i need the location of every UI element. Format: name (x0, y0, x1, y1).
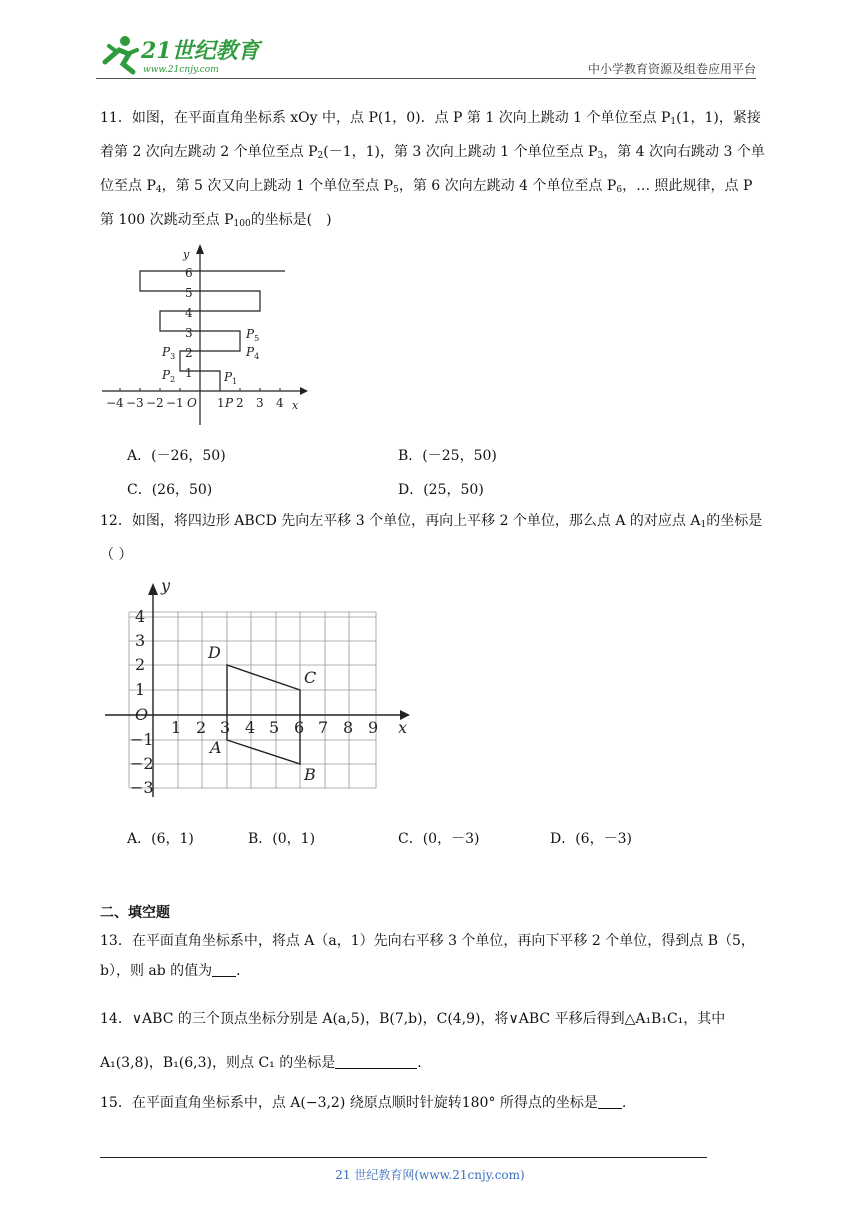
point-label-p5: $P_5$ (246, 327, 260, 343)
section-title: 二、填空题 (100, 905, 170, 921)
header-divider (96, 78, 756, 79)
point-label-p2: $P_2$ (162, 368, 176, 384)
y-tick-label: 3 (185, 326, 193, 340)
answer-blank[interactable] (212, 962, 236, 977)
runner-icon (105, 36, 137, 72)
q12-option-d[interactable]: D．(6，－3) (550, 831, 632, 847)
vertex-label-d: D (208, 643, 221, 662)
y-tick-label: 2 (185, 346, 193, 360)
y-tick-label: 2 (135, 655, 146, 674)
footer-link[interactable]: 21 世纪教育网(www.21cnjy.com) (335, 1168, 525, 1182)
x-tick-label: −2 (146, 396, 164, 410)
x-tick-label: 2 (196, 718, 207, 737)
y-axis-label: y (183, 248, 190, 261)
q12-option-b[interactable]: B．(0，1) (248, 831, 316, 847)
y-tick-label: 4 (185, 306, 193, 320)
q11-option-b[interactable]: B．(－25，50) (398, 448, 497, 464)
y-axis-arrow (148, 583, 158, 595)
logo-text: 21世纪教育 (141, 38, 260, 64)
answer-blank[interactable] (335, 1054, 417, 1069)
y-tick-label: 1 (185, 366, 193, 380)
y-tick-label: 6 (185, 266, 193, 280)
point-label-p3: $P_3$ (162, 345, 176, 361)
x-tick-label: 7 (318, 718, 329, 737)
point-label-p1: $P_1$ (224, 370, 238, 386)
x-tick-label: 1 (171, 718, 182, 737)
answer-blank[interactable] (598, 1094, 622, 1109)
x-axis-arrow (300, 387, 308, 395)
q11-option-a[interactable]: A．(－26，50) (127, 448, 226, 464)
y-axis-arrow (196, 244, 204, 254)
q12-option-a[interactable]: A．(6，1) (127, 831, 194, 847)
vertex-label-a: A (210, 738, 222, 757)
grid (129, 612, 379, 788)
x-tick-label: −1 (166, 396, 184, 410)
y-tick-label: −3 (130, 778, 154, 797)
vertex-label-c: C (304, 668, 317, 687)
header-tagline: 中小学教育资源及组卷应用平台 (587, 62, 756, 76)
q11-stem: 11．如图，在平面直角坐标系 xOy 中，点 P(1，0)．点 P 第 1 次向上跳动 1 个单位至点 $P_1(1$，1)，紧接着第 2 次向左跳动 2 个单位至点 $P_2(-1$，1)，第 3 次向上跳动 1 个单位至点 $P_3$，第 4 次向右跳动 3 个单位至点 $P_4$，第 5 次又向上跳动 1 个单位至点 $P_5$，第 6 次向左跳动 4 个单位至点 $P_6$，… 照此规律，点 P 第 100 次跳动至点 $P_{100}$的坐标是( ) (100, 110, 765, 229)
y-tick-label: −1 (130, 730, 154, 749)
q11-figure (100, 240, 310, 430)
q11-option-c[interactable]: C．(26，50) (127, 482, 213, 498)
x-axis-label: x (398, 718, 408, 737)
q11-option-d[interactable]: D．(25，50) (398, 482, 484, 498)
origin-label: O (187, 396, 197, 410)
q12-figure (100, 575, 420, 805)
q13-stem: 13．在平面直角坐标系中，将点 A（a，1）先向右平移 3 个单位，再向下平移 2 个单位，得到点 B（5， b），则 ab 的值为 . (100, 933, 755, 979)
q14-stem: 14．∨ABC 的三个顶点坐标分别是 A(a,5)，B(7,b)，C(4,9)，将∨ABC 平移后得到△A₁B₁C₁，其中 A₁(3,8)，B₁(6,3)，则点 C₁ 的坐标是 . (100, 1011, 726, 1071)
x-tick-label: −3 (126, 396, 144, 410)
x-tick-label: 4 (276, 396, 284, 410)
x-tick-label: 9 (368, 718, 379, 737)
y-axis-label: y (161, 576, 171, 595)
point-p-label: P (225, 396, 234, 410)
y-tick-label: −2 (130, 754, 154, 773)
x-tick-label: 5 (269, 718, 280, 737)
x-axis-label: x (292, 399, 299, 412)
vertex-label-b: B (304, 765, 316, 784)
origin-label: O (135, 705, 149, 724)
y-tick-label: 3 (135, 631, 146, 650)
x-tick-label: 1 (217, 396, 225, 410)
x-tick-label: 6 (294, 718, 305, 737)
point-label-p4: $P_4$ (246, 345, 260, 361)
x-tick-label: 2 (236, 396, 244, 410)
site-logo (95, 32, 265, 78)
q12-option-c[interactable]: C．(0，－3) (398, 831, 480, 847)
q15-stem: 15．在平面直角坐标系中，点 A(−3,2) 绕原点顺时针旋转180° 所得点的坐标是 . (100, 1095, 627, 1111)
q12-stem: 12．如图，将四边形 ABCD 先向左平移 3 个单位，再向上平移 2 个单位，那么点 A 的对应点 $A_1$的坐标是（ ） (100, 513, 763, 563)
x-tick-label: 3 (256, 396, 264, 410)
y-tick-label: 4 (135, 607, 146, 626)
x-tick-label: 8 (343, 718, 354, 737)
footer-divider (100, 1157, 707, 1158)
y-tick-label: 5 (185, 286, 193, 300)
y-tick-label: 1 (135, 680, 146, 699)
x-tick-label: −4 (106, 396, 124, 410)
logo-url: www.21cnjy.com (143, 65, 219, 75)
x-tick-label: 3 (220, 718, 231, 737)
x-tick-label: 4 (245, 718, 256, 737)
